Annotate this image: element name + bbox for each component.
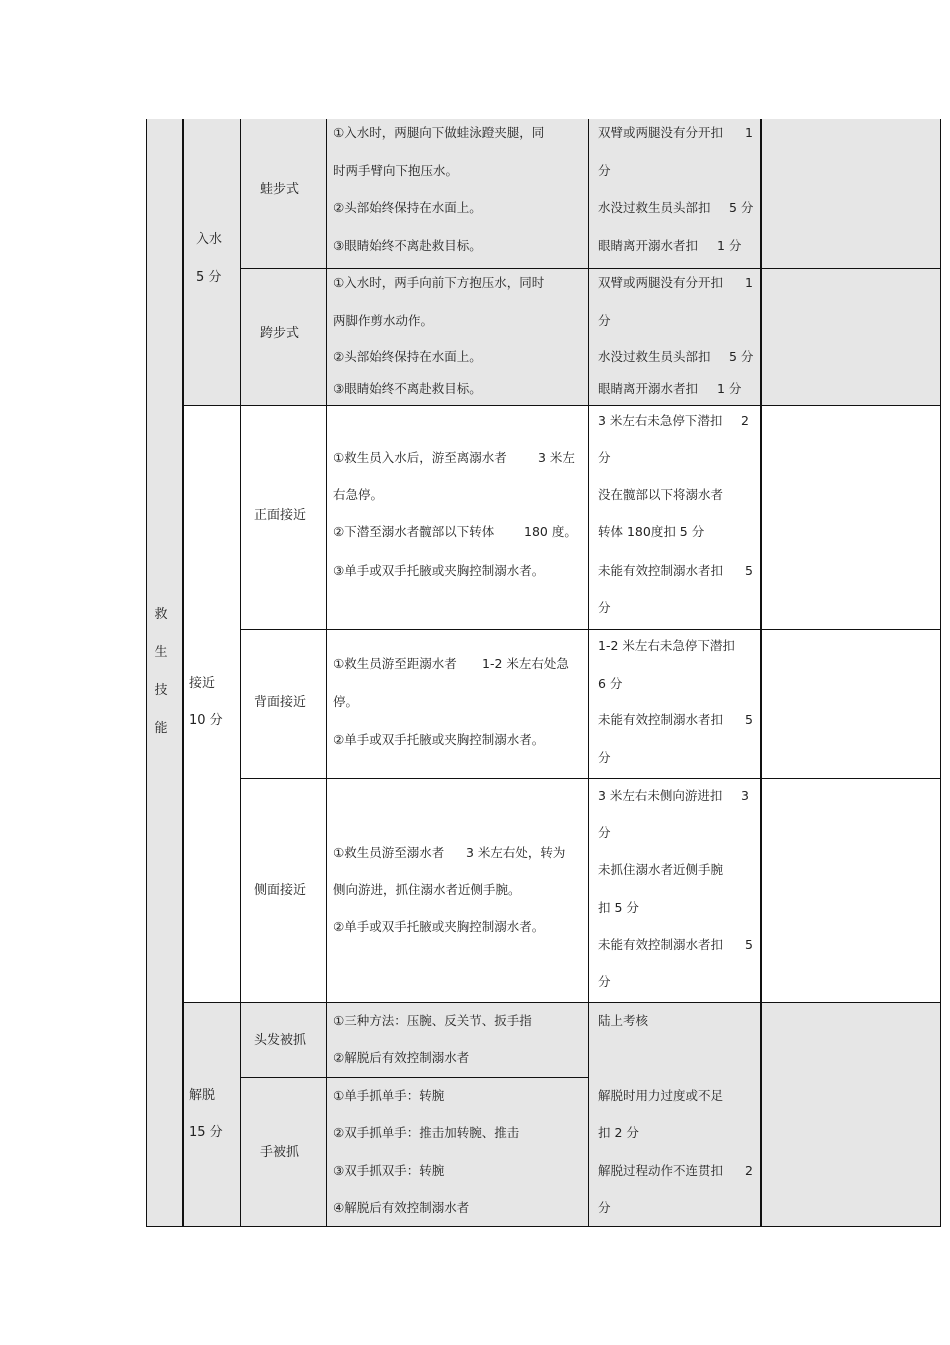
deduction-line: 眼睛离开溺水者扣 [598, 381, 699, 396]
section-score: 10 分 [189, 713, 223, 728]
deduction-value: 5 [745, 563, 753, 578]
grid-line [240, 1077, 588, 1078]
category-char: 救 [154, 607, 168, 622]
deduction-value: 5 分 [729, 200, 754, 215]
deduction-line: 3 米左右未急停下潜扣 [598, 413, 723, 428]
requirement-line: ②单手或双手托腋或夹胸控制溺水者。 [333, 732, 545, 747]
grid-line [182, 405, 941, 406]
deduction-value: 5 [745, 937, 753, 952]
grid-line [240, 778, 941, 779]
grid-line [146, 1226, 941, 1227]
grid-line [326, 119, 327, 1227]
grid-line [182, 1002, 941, 1003]
section-name: 接近 [189, 676, 216, 691]
deduction-value: 2 [745, 1163, 753, 1178]
requirement-line: ①入水时，两手向前下方抱压水，同时 [333, 275, 545, 290]
deduction-line: 分 [598, 825, 611, 840]
method-name: 蛙步式 [260, 182, 300, 197]
requirement-line: ①单手抓单手：转腕 [333, 1088, 445, 1103]
requirement-line: ②头部始终保持在水面上。 [333, 349, 482, 364]
section-name: 解脱 [189, 1088, 216, 1103]
requirement-line: ③眼睛始终不离赴救目标。 [333, 381, 482, 396]
deduction-line: 分 [598, 450, 611, 465]
deduction-line: 解脱时用力过度或不足 [598, 1088, 724, 1103]
deduction-line: 转体 180度扣 5 分 [598, 524, 705, 539]
requirement-line: ②解脱后有效控制溺水者 [333, 1050, 470, 1065]
section-name: 入水 [196, 232, 223, 247]
requirement-line: ④解脱后有效控制溺水者 [333, 1200, 470, 1215]
requirement-line: ③双手抓双手：转腕 [333, 1163, 445, 1178]
deduction-line: 扣 2 分 [598, 1125, 639, 1140]
deduction-line: 解脱过程动作不连贯扣 [598, 1163, 724, 1178]
deduction-line: 双臂或两腿没有分开扣 [598, 275, 724, 290]
requirement-line: ①三种方法：压腕、反关节、扳手指 [333, 1013, 532, 1028]
requirement-line: ②双手抓单手：推击加转腕、推击 [333, 1125, 520, 1140]
deduction-line: 未能有效控制溺水者扣 [598, 712, 724, 727]
requirement-line: 180 度。 [524, 524, 577, 539]
deduction-line: 分 [598, 600, 611, 615]
requirement-line: ①救生员游至距溺水者 [333, 656, 457, 671]
category-char: 能 [154, 721, 168, 736]
deduction-line: 没在髋部以下将溺水者 [598, 487, 724, 502]
deduction-value: 1 [745, 125, 753, 140]
category-char: 生 [154, 645, 168, 660]
deduction-value: 1 [745, 275, 753, 290]
requirement-line: 3 米左右处，转为 [466, 845, 566, 860]
section-score: 5 分 [196, 270, 222, 285]
deduction-line: 分 [598, 1200, 611, 1215]
method-name: 背面接近 [254, 695, 307, 710]
deduction-line: 分 [598, 750, 611, 765]
deduction-value: 3 [741, 788, 749, 803]
deduction-value: 5 [745, 712, 753, 727]
deduction-line: 未能有效控制溺水者扣 [598, 563, 724, 578]
requirement-line: 1-2 米左右处急 [482, 656, 569, 671]
deduction-line: 扣 5 分 [598, 900, 639, 915]
requirement-line: 3 米左 [538, 450, 575, 465]
requirement-line: ②头部始终保持在水面上。 [333, 200, 482, 215]
requirement-line: ②下潜至溺水者髋部以下转体 [333, 524, 495, 539]
method-name: 手被抓 [260, 1145, 300, 1160]
deduction-value: 1 分 [717, 381, 742, 396]
category-char: 技 [154, 683, 168, 698]
deduction-line: 双臂或两腿没有分开扣 [598, 125, 724, 140]
deduction-line: 6 分 [598, 676, 623, 691]
requirement-line: ①救生员入水后，游至离溺水者 [333, 450, 507, 465]
deduction-line: 1-2 米左右未急停下潜扣 [598, 638, 735, 653]
requirement-line: 停。 [333, 694, 359, 709]
deduction-line: 眼睛离开溺水者扣 [598, 238, 699, 253]
deduction-line: 陆上考核 [598, 1013, 649, 1028]
grid-line [588, 119, 589, 1227]
grid-line [240, 119, 241, 1227]
deduction-line: 未抓住溺水者近侧手腕 [598, 862, 724, 877]
deduction-line: 水没过救生员头部扣 [598, 349, 711, 364]
grid-line [182, 119, 184, 1227]
section-score: 15 分 [189, 1125, 223, 1140]
method-name: 正面接近 [254, 508, 307, 523]
requirement-line: ③单手或双手托腋或夹胸控制溺水者。 [333, 563, 545, 578]
method-name: 头发被抓 [254, 1033, 307, 1048]
requirement-line: ①救生员游至溺水者 [333, 845, 445, 860]
deduction-line: 分 [598, 313, 611, 328]
grid-line [940, 119, 941, 1227]
requirement-line: 两脚作剪水动作。 [333, 313, 434, 328]
deduction-line: 水没过救生员头部扣 [598, 200, 711, 215]
deduction-value: 5 分 [729, 349, 754, 364]
grid-line [240, 268, 941, 269]
method-name: 跨步式 [260, 326, 300, 341]
deduction-line: 分 [598, 974, 611, 989]
requirement-line: ③眼睛始终不离赴救目标。 [333, 238, 482, 253]
method-name: 侧面接近 [254, 883, 307, 898]
entry-section-bg [183, 119, 941, 405]
category-label [151, 596, 171, 748]
deduction-line: 分 [598, 163, 611, 178]
deduction-value: 2 [741, 413, 749, 428]
grid-line [240, 629, 941, 630]
requirement-line: ②单手或双手托腋或夹胸控制溺水者。 [333, 919, 545, 934]
deduction-line: 3 米左右未侧向游进扣 [598, 788, 723, 803]
deduction-line: 未能有效控制溺水者扣 [598, 937, 724, 952]
grid-line [760, 119, 762, 1227]
requirement-line: 时两手臂向下抱压水。 [333, 163, 459, 178]
deduction-value: 1 分 [717, 238, 742, 253]
grid-line [146, 119, 147, 1227]
requirement-line: ①入水时，两腿向下做蛙泳蹬夹腿，同 [333, 125, 545, 140]
requirement-line: 侧向游进，抓住溺水者近侧手腕。 [333, 882, 521, 897]
requirement-line: 右急停。 [333, 487, 384, 502]
